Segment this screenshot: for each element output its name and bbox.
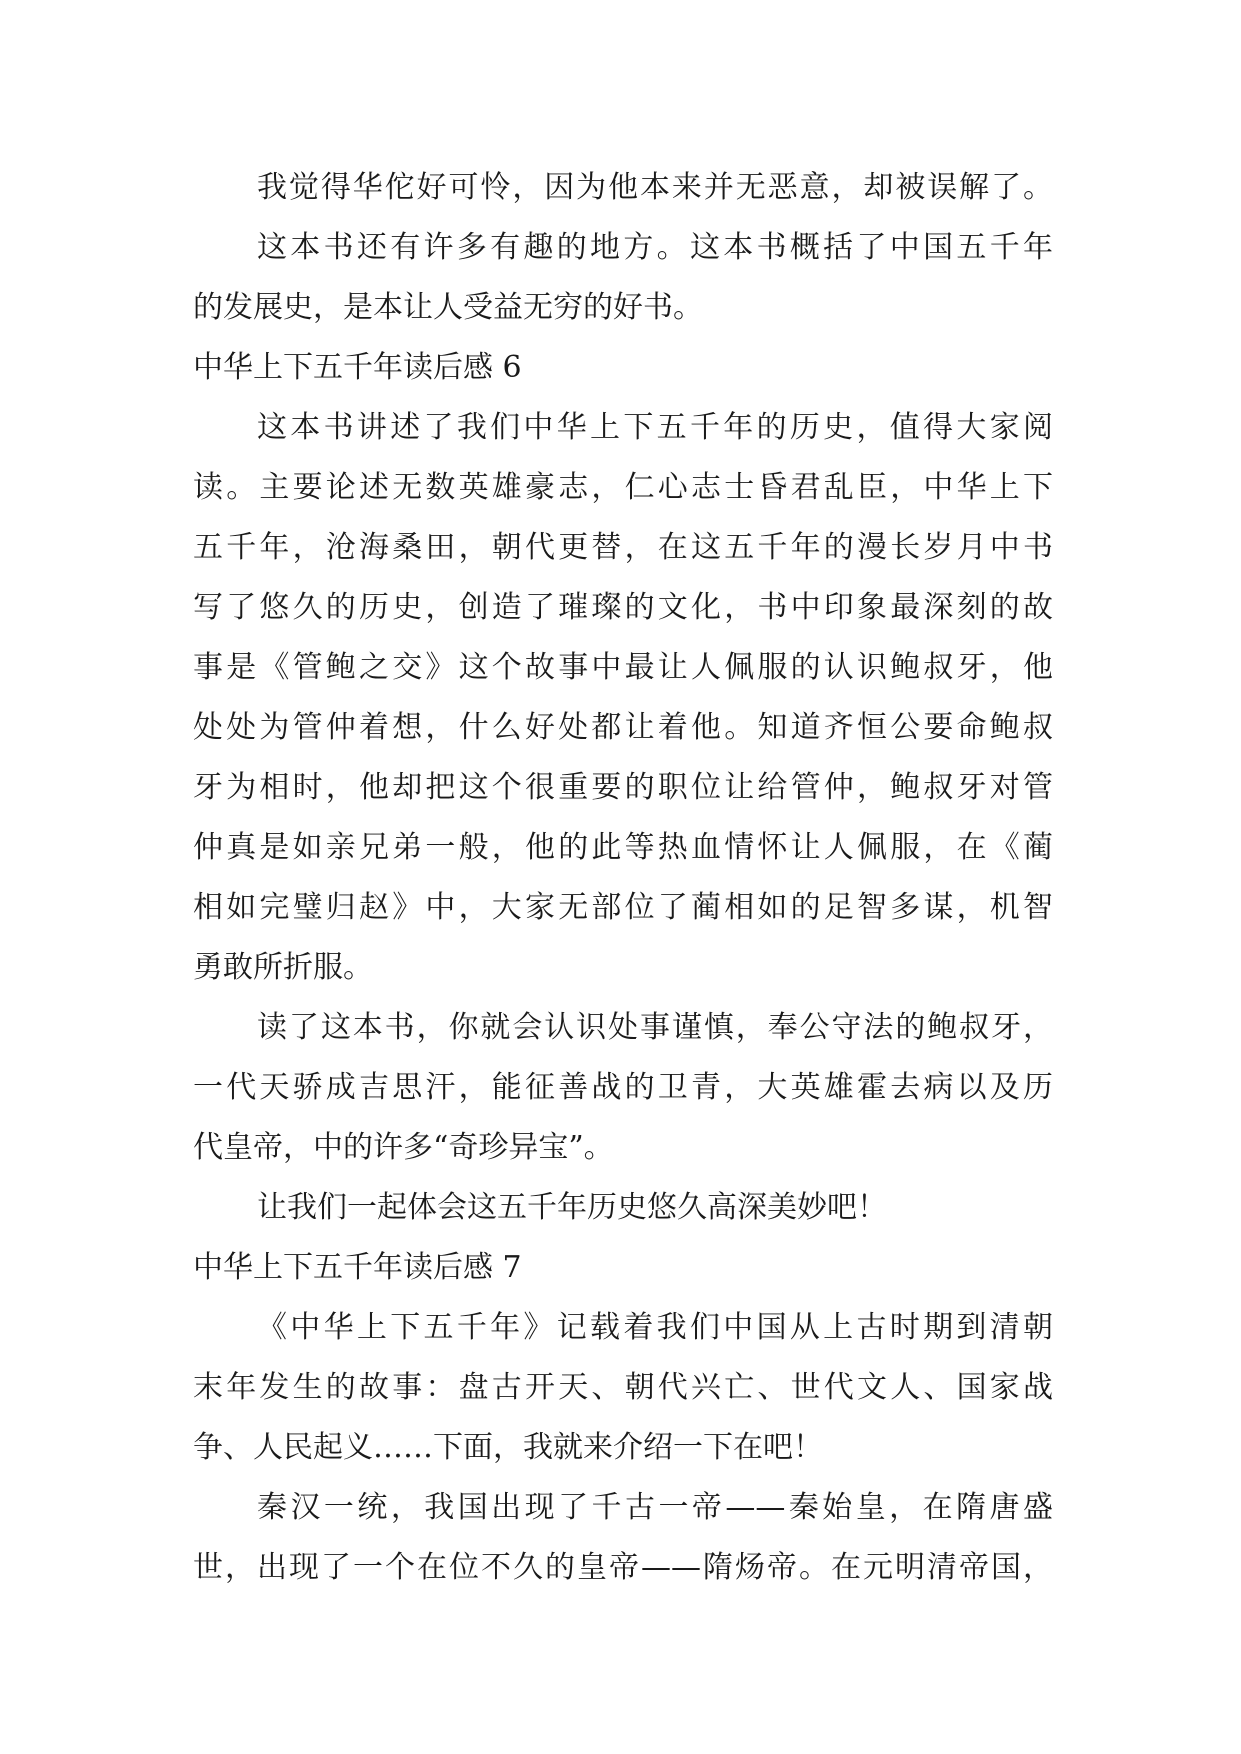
paragraph-line: 写了悠久的历史，创造了璀璨的文化，书中印象最深刻的故 — [193, 590, 1053, 625]
paragraph-line: 让我们一起体会这五千年历史悠久高深美妙吧！ — [257, 1190, 887, 1225]
paragraph-line: 《中华上下五千年》记载着我们中国从上古时期到清朝 — [257, 1310, 1053, 1345]
paragraph-line: 相如完璧归赵》中，大家无部位了蔺相如的足智多谋，机智 — [193, 890, 1053, 925]
paragraph-line: 的发展史，是本让人受益无穷的好书。 — [193, 290, 703, 325]
paragraph-line: 这本书还有许多有趣的地方。这本书概括了中国五千年 — [257, 230, 1053, 265]
paragraph-line: 末年发生的故事：盘古开天、朝代兴亡、世代文人、国家战 — [193, 1370, 1053, 1405]
paragraph-line: 代皇帝，中的许多“奇珍异宝”。 — [193, 1130, 614, 1165]
paragraph-line: 仲真是如亲兄弟一般，他的此等热血情怀让人佩服，在《蔺 — [193, 830, 1053, 865]
paragraph-line: 处处为管仲着想，什么好处都让着他。知道齐恒公要命鲍叔 — [193, 710, 1053, 745]
paragraph-line: 牙为相时，他却把这个很重要的职位让给管仲，鲍叔牙对管 — [193, 770, 1053, 805]
section-heading: 中华上下五千年读后感 7 — [193, 1250, 522, 1285]
paragraph-line: 事是《管鲍之交》这个故事中最让人佩服的认识鲍叔牙，他 — [193, 650, 1053, 685]
paragraph-line: 这本书讲述了我们中华上下五千年的历史，值得大家阅 — [257, 410, 1053, 445]
paragraph-line: 一代天骄成吉思汗，能征善战的卫青，大英雄霍去病以及历 — [193, 1070, 1053, 1105]
paragraph-line: 读。主要论述无数英雄豪志，仁心志士昏君乱臣，中华上下 — [193, 470, 1053, 505]
paragraph-line: 勇敢所折服。 — [193, 950, 373, 985]
section-heading: 中华上下五千年读后感 6 — [193, 350, 522, 385]
paragraph-line: 我觉得华佗好可怜，因为他本来并无恶意，却被误解了。 — [257, 170, 1053, 205]
paragraph-line: 读了这本书，你就会认识处事谨慎，奉公守法的鲍叔牙， — [257, 1010, 1053, 1045]
paragraph-line: 秦汉一统，我国出现了千古一帝——秦始皇，在隋唐盛 — [257, 1490, 1053, 1525]
paragraph-line: 世，出现了一个在位不久的皇帝——隋炀帝。在元明清帝国， — [193, 1550, 1053, 1585]
paragraph-line: 争、人民起义……下面，我就来介绍一下在吧！ — [193, 1430, 823, 1465]
paragraph-line: 五千年，沧海桑田，朝代更替，在这五千年的漫长岁月中书 — [193, 530, 1053, 565]
document-body — [193, 158, 1053, 1598]
